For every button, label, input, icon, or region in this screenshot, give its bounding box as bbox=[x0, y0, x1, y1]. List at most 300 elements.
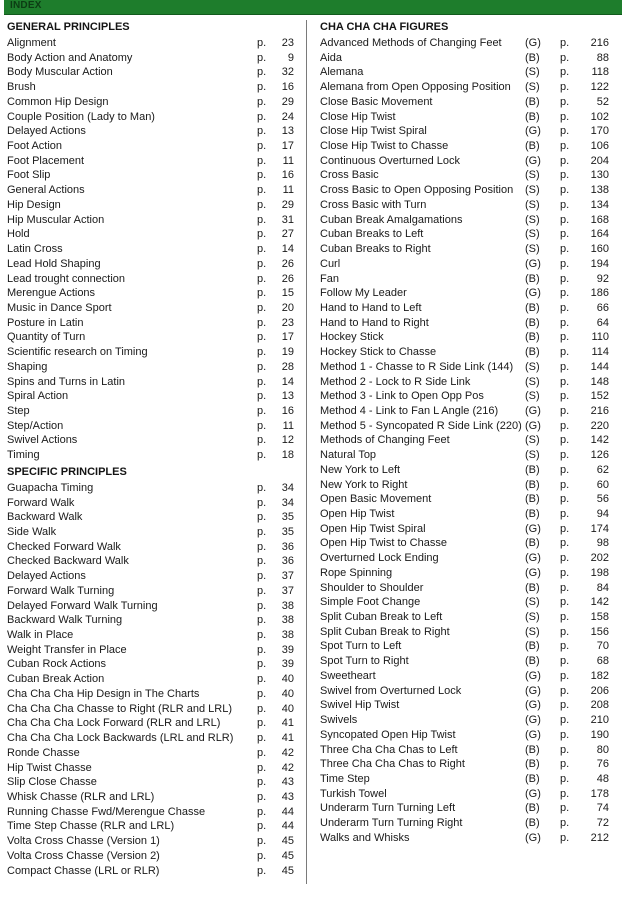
page-prefix: p. bbox=[560, 390, 570, 403]
page-prefix: p. bbox=[257, 198, 267, 211]
index-entry bbox=[7, 95, 292, 110]
entry-level: (S) bbox=[525, 169, 540, 182]
entry-level: (S) bbox=[525, 434, 540, 447]
entry-level: (B) bbox=[525, 581, 540, 594]
page-number: 64 bbox=[596, 316, 609, 329]
entry-title: Body Muscular Action bbox=[7, 66, 113, 79]
page-prefix: p. bbox=[560, 213, 570, 226]
page-number: 38 bbox=[281, 614, 294, 627]
index-entry bbox=[320, 492, 612, 507]
entry-level: (G) bbox=[525, 699, 541, 712]
entry-title: Cuban Breaks to Right bbox=[320, 243, 431, 256]
page-number: 134 bbox=[590, 198, 609, 211]
page-number: 174 bbox=[590, 522, 609, 535]
page-number: 138 bbox=[590, 184, 609, 197]
page-prefix: p. bbox=[257, 717, 267, 730]
page-number: 122 bbox=[590, 81, 609, 94]
page-number: 216 bbox=[590, 404, 609, 417]
entry-level: (G) bbox=[525, 257, 541, 270]
entry-title: Hand to Hand to Left bbox=[320, 301, 422, 314]
page-prefix: p. bbox=[560, 787, 570, 800]
page-prefix: p. bbox=[560, 537, 570, 550]
index-entry bbox=[320, 301, 612, 316]
index-entry bbox=[7, 613, 292, 628]
page-prefix: p. bbox=[257, 110, 267, 123]
entry-level: (S) bbox=[525, 360, 540, 373]
entry-title: Sweetheart bbox=[320, 669, 376, 682]
entry-title: Cuban Rock Actions bbox=[7, 658, 107, 671]
index-entry bbox=[320, 831, 612, 846]
index-entry bbox=[320, 168, 612, 183]
entry-title: Hockey Stick to Chasse bbox=[320, 346, 437, 359]
entry-title: Method 4 - Link to Fan L Angle (216) bbox=[320, 404, 499, 417]
page-number: 212 bbox=[590, 831, 609, 844]
index-entry bbox=[7, 183, 292, 198]
page-prefix: p. bbox=[257, 570, 267, 583]
page-number: 43 bbox=[281, 776, 294, 789]
page-prefix: p. bbox=[257, 555, 267, 568]
page-prefix: p. bbox=[560, 51, 570, 64]
index-header-bar bbox=[4, 0, 622, 15]
entry-title: Weight Transfer in Place bbox=[7, 643, 127, 656]
page-number: 29 bbox=[281, 95, 294, 108]
entry-level: (S) bbox=[525, 596, 540, 609]
entry-title: Turkish Towel bbox=[320, 787, 387, 800]
entry-level: (B) bbox=[525, 463, 540, 476]
index-entry bbox=[7, 525, 292, 540]
page-number: 60 bbox=[596, 478, 609, 491]
entry-title: Delayed Actions bbox=[7, 570, 86, 583]
index-entry bbox=[320, 654, 612, 669]
page-prefix: p. bbox=[560, 404, 570, 417]
page-number: 42 bbox=[281, 746, 294, 759]
entry-title: Close Hip Twist bbox=[320, 110, 396, 123]
page-number: 19 bbox=[281, 346, 294, 359]
index-entry bbox=[7, 360, 292, 375]
page-prefix: p. bbox=[560, 154, 570, 167]
entry-level: (B) bbox=[525, 110, 540, 123]
index-entry bbox=[320, 522, 612, 537]
page-number: 11 bbox=[282, 419, 294, 432]
page-number: 220 bbox=[590, 419, 609, 432]
index-entry bbox=[7, 433, 292, 448]
index-entry bbox=[7, 242, 292, 257]
page-prefix: p. bbox=[257, 243, 267, 256]
entry-title: Timing bbox=[7, 449, 40, 462]
index-entry bbox=[7, 643, 292, 658]
page-number: 12 bbox=[281, 434, 294, 447]
entry-title: Compact Chasse (LRL or RLR) bbox=[7, 864, 160, 877]
entry-title: Shoulder to Shoulder bbox=[320, 581, 424, 594]
page-prefix: p. bbox=[257, 331, 267, 344]
page-prefix: p. bbox=[257, 761, 267, 774]
page-number: 17 bbox=[281, 331, 294, 344]
page-number: 23 bbox=[281, 316, 294, 329]
page-prefix: p. bbox=[560, 81, 570, 94]
page-number: 15 bbox=[281, 287, 294, 300]
entry-title: Close Hip Twist Spiral bbox=[320, 125, 427, 138]
index-entry bbox=[320, 124, 612, 139]
entry-title: New York to Left bbox=[320, 463, 401, 476]
entry-level: (G) bbox=[525, 714, 541, 727]
entry-title: Close Hip Twist to Chasse bbox=[320, 140, 449, 153]
page-number: 18 bbox=[281, 449, 294, 462]
page-number: 36 bbox=[281, 555, 294, 568]
index-entry bbox=[320, 375, 612, 390]
entry-title: Guapacha Timing bbox=[7, 481, 94, 494]
page-number: 20 bbox=[281, 301, 294, 314]
index-entry bbox=[320, 272, 612, 287]
page-number: 29 bbox=[281, 198, 294, 211]
page-prefix: p. bbox=[560, 831, 570, 844]
entry-level: (B) bbox=[525, 537, 540, 550]
index-entry bbox=[320, 183, 612, 198]
page-number: 152 bbox=[590, 390, 609, 403]
index-entry bbox=[7, 510, 292, 525]
entry-title: Foot Placement bbox=[7, 154, 85, 167]
entry-title: Hold bbox=[7, 228, 30, 241]
entry-level: (G) bbox=[525, 522, 541, 535]
index-entry bbox=[7, 731, 292, 746]
page-number: 39 bbox=[281, 643, 294, 656]
entry-title: Foot Slip bbox=[7, 169, 51, 182]
index-entry bbox=[7, 316, 292, 331]
page-prefix: p. bbox=[257, 51, 267, 64]
index-entry bbox=[320, 404, 612, 419]
entry-level: (B) bbox=[525, 772, 540, 785]
entry-level: (B) bbox=[525, 640, 540, 653]
index-entry bbox=[7, 404, 292, 419]
index-entry bbox=[320, 757, 612, 772]
entry-title: Cha Cha Cha Lock Forward (RLR and LRL) bbox=[7, 717, 221, 730]
index-entry bbox=[320, 286, 612, 301]
index-entry bbox=[7, 834, 292, 849]
index-entry bbox=[320, 801, 612, 816]
entry-level: (B) bbox=[525, 817, 540, 830]
entry-level: (G) bbox=[525, 728, 541, 741]
page-number: 38 bbox=[281, 599, 294, 612]
entry-title: Open Hip Twist to Chasse bbox=[320, 537, 447, 550]
index-entry bbox=[7, 628, 292, 643]
page-prefix: p. bbox=[560, 669, 570, 682]
entry-level: (B) bbox=[525, 478, 540, 491]
entry-title: Shaping bbox=[7, 360, 48, 373]
page-number: 9 bbox=[287, 51, 294, 64]
page-prefix: p. bbox=[560, 478, 570, 491]
entry-title: Underarm Turn Turning Right bbox=[320, 817, 463, 830]
entry-level: (S) bbox=[525, 228, 540, 241]
entry-title: Alignment bbox=[7, 37, 56, 49]
index-entry bbox=[320, 110, 612, 125]
entry-level: (G) bbox=[525, 669, 541, 682]
entry-title: Hockey Stick bbox=[320, 331, 384, 344]
page-number: 148 bbox=[590, 375, 609, 388]
page-number: 40 bbox=[281, 687, 294, 700]
index-entry bbox=[320, 80, 612, 95]
page-prefix: p. bbox=[257, 140, 267, 153]
page-number: 142 bbox=[590, 434, 609, 447]
page-number: 14 bbox=[281, 243, 294, 256]
entry-title: Fan bbox=[320, 272, 339, 285]
page-prefix: p. bbox=[257, 687, 267, 700]
page-prefix: p. bbox=[257, 169, 267, 182]
page-prefix: p. bbox=[560, 301, 570, 314]
page-number: 114 bbox=[591, 346, 609, 359]
entry-title: Method 5 - Syncopated R Side Link (220) bbox=[320, 419, 522, 432]
page-prefix: p. bbox=[257, 496, 267, 509]
index-entry bbox=[7, 599, 292, 614]
cha-cha-cha-figures-list bbox=[320, 36, 612, 846]
entry-title: Hip Muscular Action bbox=[7, 213, 105, 226]
entry-level: (S) bbox=[525, 390, 540, 403]
page-prefix: p. bbox=[257, 732, 267, 745]
page-prefix: p. bbox=[560, 566, 570, 579]
entry-title: Volta Cross Chasse (Version 1) bbox=[7, 835, 160, 848]
entry-title: Methods of Changing Feet bbox=[320, 434, 450, 447]
entry-level: (G) bbox=[525, 552, 541, 565]
entry-level: (B) bbox=[525, 758, 540, 771]
entry-title: Checked Forward Walk bbox=[7, 540, 121, 553]
page-prefix: p. bbox=[257, 346, 267, 359]
entry-title: Foot Action bbox=[7, 140, 63, 153]
index-entry bbox=[320, 536, 612, 551]
page-prefix: p. bbox=[560, 66, 570, 79]
entry-title: Natural Top bbox=[320, 449, 377, 462]
index-entry bbox=[7, 80, 292, 95]
page-prefix: p. bbox=[257, 746, 267, 759]
entry-level: (B) bbox=[525, 346, 540, 359]
entry-title: Spiral Action bbox=[7, 390, 69, 403]
page-number: 44 bbox=[281, 805, 294, 818]
page-prefix: p. bbox=[257, 584, 267, 597]
page-prefix: p. bbox=[560, 522, 570, 535]
page-prefix: p. bbox=[560, 625, 570, 638]
page-number: 42 bbox=[281, 761, 294, 774]
entry-level: (S) bbox=[525, 184, 540, 197]
entry-title: Volta Cross Chasse (Version 2) bbox=[7, 849, 160, 862]
page-number: 62 bbox=[596, 463, 609, 476]
entry-title: New York to Right bbox=[320, 478, 408, 491]
index-entry bbox=[7, 819, 292, 834]
entry-level: (G) bbox=[525, 37, 541, 49]
page-prefix: p. bbox=[560, 257, 570, 270]
page-number: 94 bbox=[596, 508, 609, 520]
entry-level: (S) bbox=[525, 66, 540, 79]
page-number: 118 bbox=[591, 66, 609, 79]
section-title-cha-cha-cha-figures: CHA CHA CHA FIGURES bbox=[320, 21, 449, 33]
entry-level: (B) bbox=[525, 493, 540, 506]
entry-title: Open Hip Twist bbox=[320, 508, 395, 520]
page-number: 74 bbox=[596, 802, 609, 815]
page-number: 16 bbox=[281, 81, 294, 94]
page-number: 11 bbox=[282, 184, 294, 197]
page-prefix: p. bbox=[560, 140, 570, 153]
page-number: 80 bbox=[596, 743, 609, 756]
page-number: 66 bbox=[596, 301, 609, 314]
index-entry bbox=[7, 198, 292, 213]
page-number: 178 bbox=[590, 787, 609, 800]
entry-title: Curl bbox=[320, 257, 341, 270]
page-prefix: p. bbox=[257, 228, 267, 241]
page-number: 45 bbox=[281, 849, 294, 862]
index-entry bbox=[320, 669, 612, 684]
index-entry bbox=[7, 448, 292, 463]
index-entry bbox=[320, 684, 612, 699]
page-number: 158 bbox=[590, 611, 609, 624]
index-entry bbox=[320, 698, 612, 713]
page-number: 31 bbox=[281, 213, 294, 226]
index-entry bbox=[7, 213, 292, 228]
index-entry bbox=[7, 168, 292, 183]
index-entry bbox=[320, 257, 612, 272]
page-number: 202 bbox=[590, 552, 609, 565]
index-entry bbox=[320, 551, 612, 566]
index-entry bbox=[7, 419, 292, 434]
index-entry bbox=[7, 702, 292, 717]
entry-title: Latin Cross bbox=[7, 243, 63, 256]
index-entry bbox=[7, 761, 292, 776]
entry-level: (G) bbox=[525, 684, 541, 697]
page-number: 84 bbox=[596, 581, 609, 594]
page-number: 35 bbox=[281, 526, 294, 538]
page-number: 210 bbox=[590, 714, 609, 727]
entry-title: Cha Cha Cha Chasse to Right (RLR and LRL) bbox=[7, 702, 233, 715]
entry-level: (G) bbox=[525, 404, 541, 417]
index-entry bbox=[320, 36, 612, 51]
page-number: 40 bbox=[281, 673, 294, 686]
index-entry bbox=[7, 286, 292, 301]
entry-title: Running Chasse Fwd/Merengue Chasse bbox=[7, 805, 206, 818]
page-prefix: p. bbox=[560, 169, 570, 182]
entry-title: Music in Dance Sport bbox=[7, 301, 112, 314]
index-entry bbox=[320, 198, 612, 213]
entry-title: Quantity of Turn bbox=[7, 331, 86, 344]
index-entry bbox=[320, 330, 612, 345]
page-number: 34 bbox=[281, 481, 294, 494]
index-entry bbox=[7, 389, 292, 404]
entry-title: Continuous Overturned Lock bbox=[320, 154, 461, 167]
index-entry bbox=[7, 554, 292, 569]
entry-title: Step bbox=[7, 404, 30, 417]
page-prefix: p. bbox=[560, 316, 570, 329]
page-prefix: p. bbox=[560, 331, 570, 344]
page-prefix: p. bbox=[257, 599, 267, 612]
page-prefix: p. bbox=[257, 257, 267, 270]
index-entry bbox=[7, 775, 292, 790]
page-number: 106 bbox=[590, 140, 609, 153]
entry-title: Cross Basic to Open Opposing Position bbox=[320, 184, 514, 197]
entry-title: Backward Walk Turning bbox=[7, 614, 123, 627]
index-entry bbox=[320, 639, 612, 654]
index-entry bbox=[7, 257, 292, 272]
page-prefix: p. bbox=[560, 758, 570, 771]
page-prefix: p. bbox=[257, 643, 267, 656]
page-prefix: p. bbox=[257, 360, 267, 373]
index-entry bbox=[320, 478, 612, 493]
entry-title: Walks and Whisks bbox=[320, 831, 410, 844]
entry-title: Swivel Hip Twist bbox=[320, 699, 400, 712]
page-prefix: p. bbox=[560, 360, 570, 373]
entry-title: Three Cha Cha Chas to Left bbox=[320, 743, 458, 756]
index-entry bbox=[7, 345, 292, 360]
entry-title: Follow My Leader bbox=[320, 287, 407, 300]
entry-title: Side Walk bbox=[7, 526, 57, 538]
index-entry bbox=[7, 569, 292, 584]
index-entry bbox=[320, 610, 612, 625]
page-prefix: p. bbox=[257, 614, 267, 627]
page-prefix: p. bbox=[560, 684, 570, 697]
index-entry bbox=[320, 419, 612, 434]
entry-level: (G) bbox=[525, 787, 541, 800]
entry-level: (B) bbox=[525, 95, 540, 108]
page-prefix: p. bbox=[560, 611, 570, 624]
page-number: 16 bbox=[281, 169, 294, 182]
entry-level: (B) bbox=[525, 508, 540, 520]
right-column bbox=[320, 20, 612, 846]
page-number: 208 bbox=[590, 699, 609, 712]
entry-level: (B) bbox=[525, 802, 540, 815]
entry-title: Open Basic Movement bbox=[320, 493, 432, 506]
index-entry bbox=[320, 625, 612, 640]
index-entry bbox=[7, 139, 292, 154]
page-prefix: p. bbox=[257, 526, 267, 538]
entry-title: Lead trought connection bbox=[7, 272, 126, 285]
index-entry bbox=[7, 849, 292, 864]
page-number: 194 bbox=[590, 257, 609, 270]
index-entry bbox=[7, 272, 292, 287]
index-entry bbox=[7, 481, 292, 496]
index-entry bbox=[7, 687, 292, 702]
page-number: 39 bbox=[281, 658, 294, 671]
entry-title: Ronde Chasse bbox=[7, 746, 80, 759]
page-prefix: p. bbox=[257, 820, 267, 833]
entry-level: (B) bbox=[525, 743, 540, 756]
entry-title: Body Action and Anatomy bbox=[7, 51, 133, 64]
entry-level: (S) bbox=[525, 625, 540, 638]
page-number: 68 bbox=[596, 655, 609, 668]
page-number: 44 bbox=[281, 820, 294, 833]
entry-title: Open Hip Twist Spiral bbox=[320, 522, 426, 535]
page-prefix: p. bbox=[257, 673, 267, 686]
section-title-general-principles: GENERAL PRINCIPLES bbox=[7, 21, 130, 33]
page-number: 142 bbox=[590, 596, 609, 609]
page-prefix: p. bbox=[257, 390, 267, 403]
entry-title: Method 3 - Link to Open Opp Pos bbox=[320, 390, 484, 403]
entry-title: Alemana from Open Opposing Position bbox=[320, 81, 511, 94]
page-prefix: p. bbox=[560, 434, 570, 447]
page-prefix: p. bbox=[560, 802, 570, 815]
page-number: 110 bbox=[591, 331, 609, 344]
page-prefix: p. bbox=[560, 346, 570, 359]
entry-title: Delayed Actions bbox=[7, 125, 86, 138]
page-number: 45 bbox=[281, 835, 294, 848]
entry-title: Syncopated Open Hip Twist bbox=[320, 728, 456, 741]
index-entry bbox=[320, 227, 612, 242]
page-number: 26 bbox=[281, 257, 294, 270]
index-entry bbox=[7, 746, 292, 761]
entry-title: Scientific research on Timing bbox=[7, 346, 148, 359]
index-entry bbox=[320, 743, 612, 758]
index-entry bbox=[320, 154, 612, 169]
page-prefix: p. bbox=[257, 434, 267, 447]
page-prefix: p. bbox=[257, 419, 267, 432]
page-prefix: p. bbox=[257, 805, 267, 818]
page-number: 40 bbox=[281, 702, 294, 715]
entry-level: (G) bbox=[525, 154, 541, 167]
page-number: 23 bbox=[281, 37, 294, 49]
page-prefix: p. bbox=[560, 817, 570, 830]
entry-title: Forward Walk bbox=[7, 496, 75, 509]
